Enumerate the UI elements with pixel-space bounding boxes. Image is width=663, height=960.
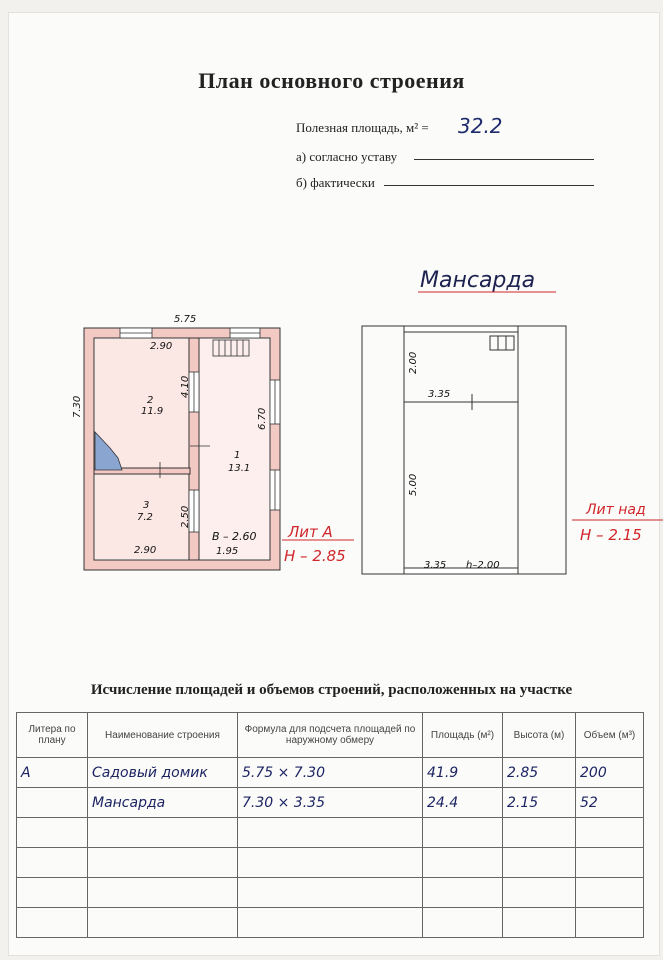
- cell-area: 24.4: [423, 788, 503, 818]
- cell-formula: [238, 848, 423, 878]
- cell-area: 41.9: [423, 758, 503, 788]
- mansard-bottom-width: 3.35: [424, 560, 447, 571]
- cell-volume: [576, 908, 644, 938]
- cell-area: [423, 908, 503, 938]
- cell-name: [88, 878, 238, 908]
- table-row: [17, 848, 644, 878]
- table-row: [17, 758, 644, 788]
- calculation-table: [16, 712, 644, 938]
- table-header-row: [17, 713, 644, 758]
- outer-height-mansard: Н – 2.15: [580, 526, 642, 544]
- room3-number: 3: [143, 500, 150, 511]
- cell-litera: [17, 848, 88, 878]
- dim-left-height: 7.30: [72, 395, 83, 418]
- cell-name: Садовый домик: [88, 758, 238, 788]
- room2-area: 11.9: [141, 406, 164, 417]
- col-area: Площадь (м²): [423, 713, 503, 758]
- cell-formula: [238, 908, 423, 938]
- cell-name: [88, 818, 238, 848]
- dim-top-width: 5.75: [174, 314, 197, 325]
- cell-volume: 200: [576, 758, 644, 788]
- useful-area-value: 32.2: [458, 114, 503, 138]
- cell-name: Мансарда: [88, 788, 238, 818]
- cell-area: [423, 818, 503, 848]
- cell-formula: [238, 878, 423, 908]
- cell-litera: [17, 908, 88, 938]
- cell-formula: 7.30 × 3.35: [238, 788, 423, 818]
- litera-mansard: Лит над: [586, 502, 646, 518]
- cell-litera: [17, 878, 88, 908]
- cell-volume: 52: [576, 788, 644, 818]
- cell-height: [503, 848, 576, 878]
- mansard-top-dim: 2.00: [408, 351, 419, 374]
- mansard-bottom-height: h–2.00: [466, 560, 500, 571]
- inner-height-note: B – 2.60: [212, 530, 257, 543]
- cell-name: [88, 848, 238, 878]
- cell-formula: [238, 818, 423, 848]
- col-litera: Литера по плану: [17, 713, 88, 758]
- table-row: [17, 788, 644, 818]
- col-volume: Объем (м³): [576, 713, 644, 758]
- cell-volume: [576, 818, 644, 848]
- room3-area: 7.2: [137, 512, 153, 523]
- outer-height-a: Н – 2.85: [284, 547, 346, 565]
- cell-area: [423, 878, 503, 908]
- cell-litera: [17, 788, 88, 818]
- room2-number: 2: [147, 395, 154, 406]
- dim-bottom-right: 1.95: [216, 546, 239, 557]
- room1-area: 13.1: [228, 463, 251, 474]
- dim-inner-top-width: 2.90: [150, 341, 173, 352]
- room1-height-dim: 6.70: [257, 407, 268, 430]
- cell-name: [88, 908, 238, 938]
- cell-height: 2.15: [503, 788, 576, 818]
- table-row: [17, 878, 644, 908]
- mansard-width-dim: 3.35: [428, 389, 451, 400]
- room1-number: 1: [234, 450, 241, 461]
- col-formula: Формула для подсчета площадей по наружному обмеру: [238, 713, 423, 758]
- cell-area: [423, 848, 503, 878]
- mansard-plan: [362, 326, 566, 574]
- useful-area-label: Полезная площадь, м² =: [296, 120, 429, 135]
- table-row: [17, 908, 644, 938]
- room3-height-dim: 2.50: [180, 505, 191, 528]
- cell-volume: [576, 878, 644, 908]
- cell-litera: А: [17, 758, 88, 788]
- mansard-title: Мансарда: [420, 268, 536, 293]
- calculation-title: Исчисление площадей и объемов строений, расположенных на участке: [90, 682, 573, 698]
- col-height: Высота (м): [503, 713, 576, 758]
- table-row: [17, 818, 644, 848]
- room2-height-dim: 4.10: [180, 375, 191, 398]
- cell-litera: [17, 818, 88, 848]
- cell-height: 2.85: [503, 758, 576, 788]
- mansard-length-dim: 5.00: [408, 473, 419, 496]
- cell-formula: 5.75 × 7.30: [238, 758, 423, 788]
- cell-height: [503, 908, 576, 938]
- actual-label: б) фактически: [296, 175, 375, 190]
- page-title: План основного строения: [198, 68, 465, 93]
- by-charter-label: а) согласно уставу: [296, 149, 398, 164]
- cell-volume: [576, 848, 644, 878]
- dim-bottom-left: 2.90: [134, 545, 157, 556]
- litera-a: Лит А: [288, 523, 333, 541]
- cell-height: [503, 878, 576, 908]
- cell-height: [503, 818, 576, 848]
- col-name: Наименование строения: [88, 713, 238, 758]
